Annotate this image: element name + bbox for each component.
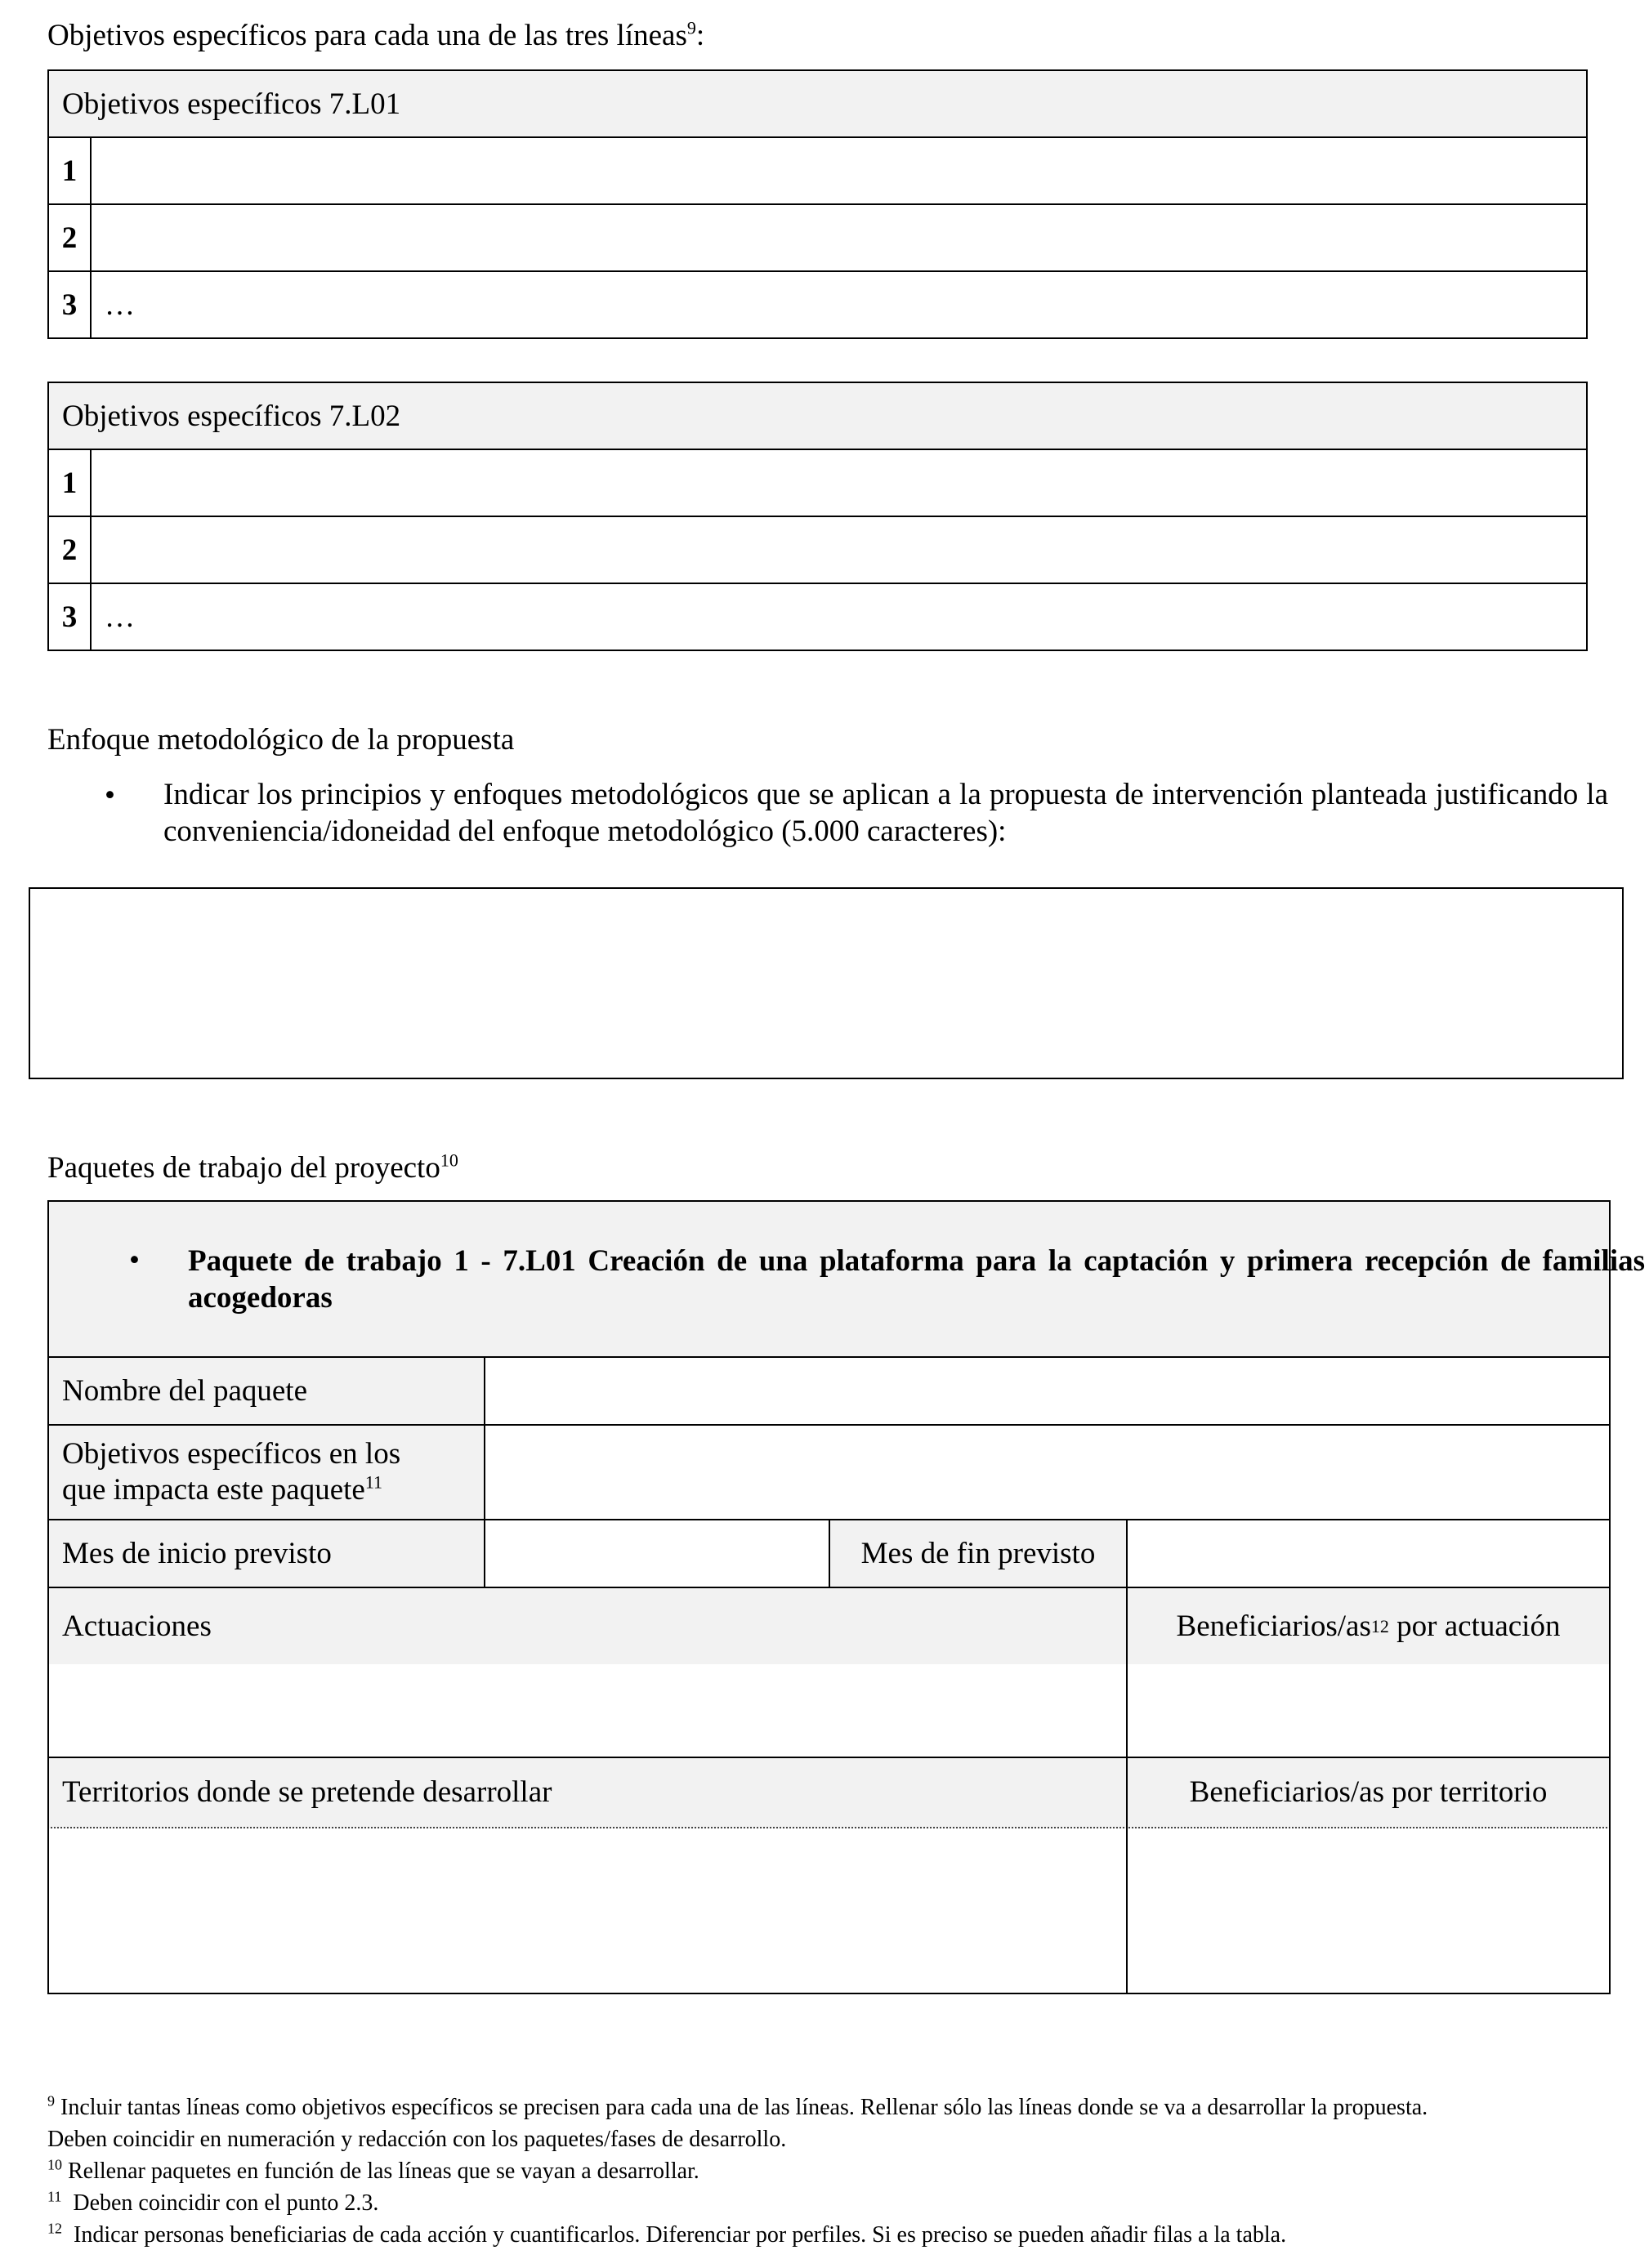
package-title: Paquete de trabajo 1 - 7.L01 Creación de una plataforma para la captación y primera recepción de familias acogedoras xyxy=(188,1244,1645,1315)
footnote-9-cont: Deben coincidir en numeración y redacción con los paquetes/fases de desarrollo. xyxy=(47,2127,787,2152)
paquetes-title: Paquetes de trabajo del proyecto$^{10}$ xyxy=(47,1150,458,1185)
row-number: 1 xyxy=(48,449,91,516)
footnote-ref-9: 9 xyxy=(686,17,696,38)
objective-cell[interactable] xyxy=(91,516,1587,583)
footnote-12: $^{12}$ Indicar personas beneficiarias de cada acción y cuantificarlos. Diferenciar por perfiles. Si es preciso se pueden añadir filas a la tabla. xyxy=(47,2220,1287,2248)
table-row xyxy=(48,583,1587,650)
label-territorios: Territorios donde se pretende desarrollar xyxy=(47,1757,1128,1828)
row-number: 2 xyxy=(48,516,91,583)
objective-cell[interactable]: … xyxy=(91,271,1587,338)
objective-cell[interactable]: … xyxy=(91,583,1587,650)
table-row xyxy=(48,271,1587,338)
table-row xyxy=(48,516,1587,583)
label-beneficiarios-territorio: Beneficiarios/as por territorio xyxy=(1126,1757,1611,1828)
label-objetivos-impacta: Objetivos específicos en los que impacta este paquete$^{11}$ xyxy=(47,1424,485,1520)
input-actuaciones[interactable] xyxy=(47,1663,1128,1758)
input-territorios[interactable] xyxy=(47,1827,1128,1994)
objetivos-table-l01 xyxy=(47,69,1588,339)
input-beneficiarios-actuacion[interactable] xyxy=(1126,1663,1611,1758)
objetivos-table-l02 xyxy=(47,382,1588,651)
enfoque-answer-box[interactable] xyxy=(29,887,1624,1079)
objetivos-intro: Objetivos específicos para cada una de las tres líneas$^9$: xyxy=(47,17,705,52)
input-nombre-paquete[interactable] xyxy=(484,1356,1611,1426)
input-mes-inicio[interactable] xyxy=(484,1519,830,1588)
row-number: 1 xyxy=(48,137,91,204)
input-objetivos-impacta[interactable] xyxy=(484,1424,1611,1520)
table-header: Objetivos específicos 7.L02 xyxy=(48,382,1587,449)
package-header xyxy=(47,1200,1645,1358)
row-number: 3 xyxy=(48,271,91,338)
table-header: Objetivos específicos 7.L01 xyxy=(48,70,1587,137)
footnote-10: $^{10}$ Rellenar paquetes en función de las líneas que se vayan a desarrollar. xyxy=(47,2156,699,2184)
label-nombre-paquete: Nombre del paquete xyxy=(47,1356,485,1426)
footnote-ref-11: 11 xyxy=(364,1471,383,1493)
footnote-11: $^{11}$ Deben coincidir con el punto 2.3. xyxy=(47,2188,379,2216)
label-actuaciones: Actuaciones xyxy=(47,1587,1128,1664)
table-row xyxy=(48,137,1587,204)
objective-cell[interactable] xyxy=(91,449,1587,516)
bullet-icon: • xyxy=(105,779,115,812)
footnote-ref-10: 10 xyxy=(440,1150,458,1171)
table-row xyxy=(48,204,1587,271)
row-number: 3 xyxy=(48,583,91,650)
input-mes-fin[interactable] xyxy=(1126,1519,1611,1588)
objective-cell[interactable] xyxy=(91,204,1587,271)
row-number: 2 xyxy=(48,204,91,271)
objective-cell[interactable] xyxy=(91,137,1587,204)
label-mes-fin: Mes de fin previsto xyxy=(829,1519,1128,1588)
enfoque-title: Enfoque metodológico de la propuesta xyxy=(47,723,515,757)
input-beneficiarios-territorio[interactable] xyxy=(1126,1827,1611,1994)
footnote-9: $^9$ Incluir tantas líneas como objetivos específicos se precisen para cada una de las líneas. Rellenar sólo las líneas donde se va a desarrollar la propuesta. xyxy=(47,2092,1428,2120)
bullet-icon: • xyxy=(129,1243,140,1277)
table-row xyxy=(48,449,1587,516)
enfoque-instructions: Indicar los principios y enfoques metodológicos que se aplican a la propuesta de intervención planteada justificando la conveniencia/idoneidad del enfoque metodológico (5.000 caracteres): xyxy=(163,778,1608,848)
label-beneficiarios-actuacion: Beneficiarios/as 12 por actuación xyxy=(1126,1587,1611,1664)
label-mes-inicio: Mes de inicio previsto xyxy=(47,1519,485,1588)
